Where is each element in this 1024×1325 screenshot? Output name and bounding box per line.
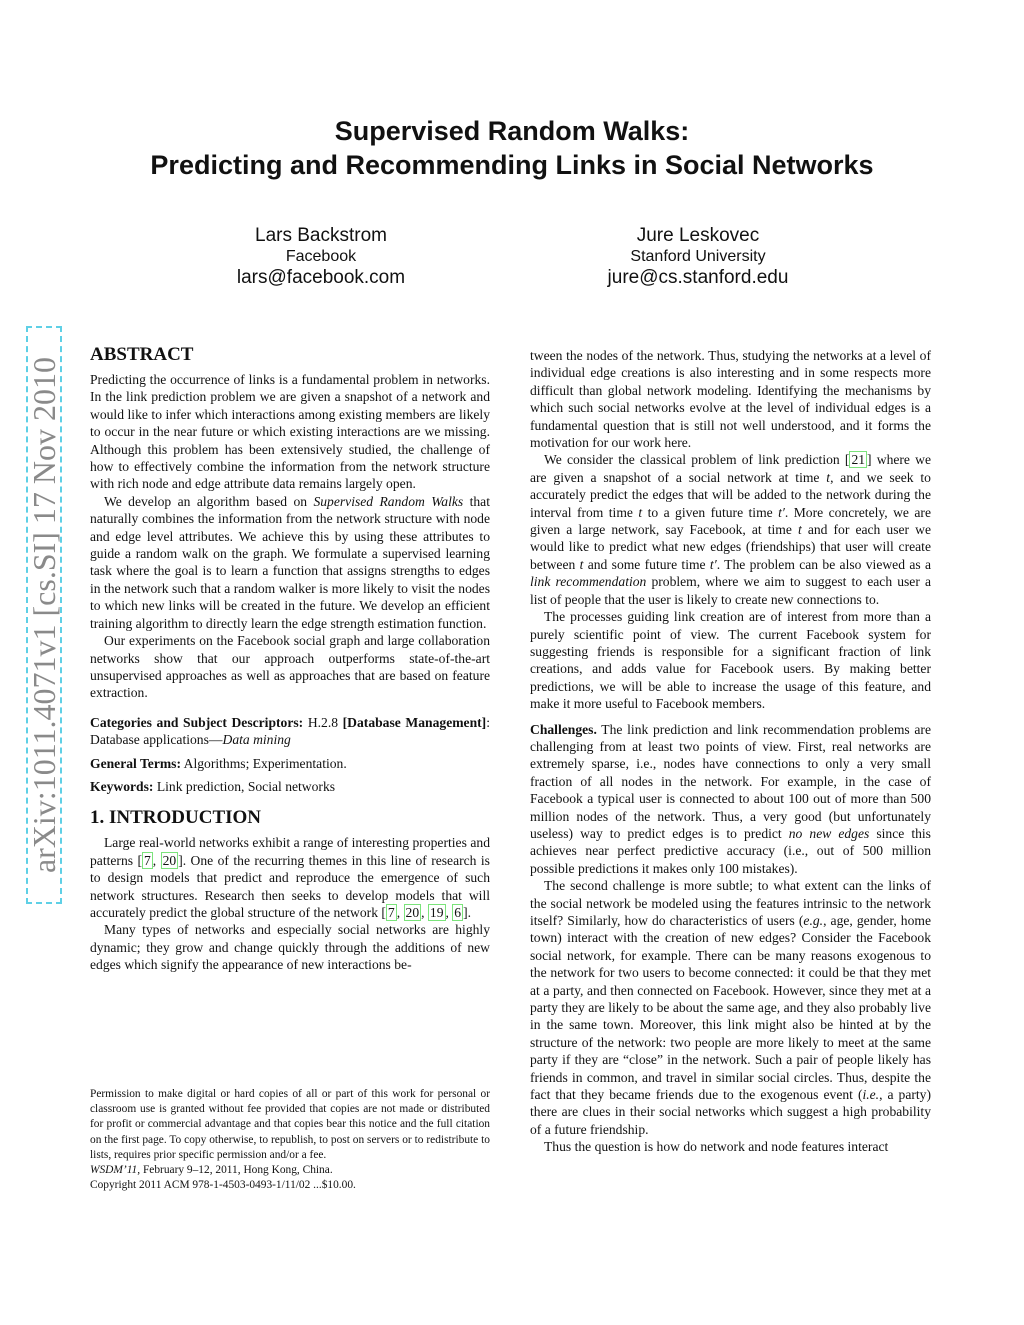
categories-label: Categories and Subject Descriptors: — [90, 714, 304, 730]
keywords-label: Keywords: — [90, 778, 154, 794]
venue-details: February 9–12, 2011, Hong Kong, China. — [140, 1164, 333, 1177]
general-terms — [90, 755, 490, 772]
term-emphasis: no new edges — [788, 825, 870, 841]
author-email: jure@cs.stanford.edu — [607, 267, 789, 288]
right-paragraph-1: tween the nodes of the network. Thus, studying the networks at a level of individual edge creations is also interesting and in some respects more difficult than global network modeling. Identifying the mechanisms by which such social networks evolve at the level of individual edges is a fundamental question that is still not well understood, and it forms the motivation for our work here. — [530, 348, 931, 451]
text-span: ]. One of the recurring themes in this line of research is to design models that predict and reproduce the emergence of such network structures. Research then seeks to develop models that will accurately predict the global structure of the network [ — [90, 852, 490, 920]
citation-link[interactable]: 20 — [162, 852, 177, 868]
citation-link[interactable]: 7 — [143, 852, 151, 868]
author-name: Lars Backstrom — [255, 225, 387, 246]
introduction-heading: 1. INTRODUCTION — [90, 807, 262, 829]
author-email: lars@facebook.com — [236, 267, 406, 288]
text-span: problem, where we aim to suggest to each user a list of people that the user is likely to create new connections to. — [530, 574, 931, 607]
permission-notice — [90, 1087, 490, 1193]
text-span: to a given future time — [642, 504, 779, 520]
method-name-emphasis: Supervised Random Walks — [313, 493, 464, 509]
text-span: . More concretely, we are given a large network, say Facebook, at time — [530, 504, 931, 538]
text-span: We develop an algorithm based on — [104, 493, 314, 509]
right-paragraph-5 — [530, 877, 931, 1138]
paper-title-line-2: Predicting and Recommending Links in Social Networks — [150, 150, 874, 180]
text-span: that naturally combines the information from the network structure with node and edge level attributes. We achieve this by using these attributes to guide a random walk on the graph. We formulate a supervised learning task where the goal is to learn a function that assigns strengths to edges in the network such that a random walker is more likely to visit the nodes to which new links will be created in the future. We develop an efficient training algorithm to directly learn the edge strength estimation function. — [90, 493, 490, 631]
right-paragraph-2 — [530, 451, 931, 608]
keywords — [90, 778, 490, 795]
text-span: since this achieves near perfect predictive accuracy (i.e., out of 500 million possible predictions it makes only 100 mistakes). — [530, 825, 931, 876]
text-span: The second challenge is more subtle; to what extent can the links of the social network be modeled using the features intrinsic to the network itself? Similarly, how do characteristics of users ( — [530, 878, 931, 928]
right-paragraph-6: Thus the question is how do network and node features interact — [544, 1139, 889, 1155]
text-span: ]. — [463, 904, 472, 920]
author-affiliation: Stanford University — [630, 248, 766, 265]
challenges-label: Challenges. — [530, 721, 597, 737]
categories-descriptors — [90, 714, 490, 749]
right-column — [530, 347, 931, 1156]
text-span: , age, gender, home town) interact with the creation of new edges? Consider the Facebook social network, for example. There can be many reasons exogenous to the network for two users to become connected: it could be that they met at a party, and then connected on Facebook. However, since they met at a party they are likely to be about the same age, and they also probably live in the same town. Moreover, this link might also be hinted at by the structure of the network: two people are more likely to meet at the same party if they are “close” in the network. Such a pair of people likely has friends in common, and travel in similar social circles. Thus, despite the fact that they became friends due to the exogenous event ( — [530, 913, 931, 1103]
author-affiliation: Facebook — [285, 248, 357, 265]
categories-bold: [Database Management] — [342, 714, 487, 730]
text-span: We consider the classical problem of link prediction [ — [544, 452, 850, 468]
math-variable: t′ — [778, 504, 785, 520]
text-span: , and we seek to accurately predict the edges that will be added to the network during the interval from time — [530, 469, 931, 520]
math-variable: t — [638, 504, 643, 520]
citation-link[interactable]: 19 — [429, 904, 444, 920]
text-span: The link prediction and link recommendation problems are challenging from at least two points of view. First, real networks are extremely sparse, i.e., nodes have connections to only a very small fraction of all nodes in the network. For example, in the case of Facebook a typical user is connected to about 100 out of more than 500 million nodes of the network. Thus, a very good (but unfortunately useless) way to predict edges is to predict — [530, 721, 931, 841]
math-variable: t′ — [709, 556, 717, 572]
text-span: , — [421, 904, 428, 920]
text-span: , — [152, 852, 161, 868]
text-span: ] where we are given a snapshot of a social network at time — [530, 452, 932, 485]
math-variable: t — [797, 522, 802, 538]
general-terms-text: Algorithms; Experimentation. — [181, 755, 347, 771]
paper-title — [0, 114, 1024, 182]
author-block-2 — [518, 224, 878, 290]
venue-line — [90, 1163, 490, 1178]
term-emphasis: e.g. — [803, 913, 824, 928]
text-span: . The problem can be also viewed as a — [716, 556, 932, 572]
left-column — [90, 344, 490, 974]
abstract-paragraph-1: Predicting the occurrence of links is a fundamental problem in networks. In the link prediction problem we are given a snapshot of a network and would like to infer which interactions among existing members are likely to occur in the near future or which existing interactions are we missing. Although this problem has been extensively studied, the challenge of how to effectively combine the information from the network structure with rich node and edge attribute data remains largely open. — [90, 372, 490, 492]
challenges-paragraph — [530, 721, 931, 878]
citation-link[interactable]: 6 — [454, 904, 462, 920]
abstract-paragraph-3: Our experiments on the Facebook social graph and large collaboration networks show that our approach outperforms state-of-the-art unsupervised approaches as well as approaches that are based on feature extraction. — [90, 633, 490, 701]
citation-link[interactable]: 21 — [851, 452, 866, 468]
paper-metadata — [90, 714, 490, 796]
general-terms-label: General Terms: — [90, 755, 181, 771]
math-variable: t — [579, 556, 584, 572]
right-paragraph-3: The processes guiding link creation are of interest from more than a purely scientific point of view. The current Facebook system for suggesting friends is responsible for a significant fraction of link creations, and adds value for Facebook users. By making better predictions, we will be able to increase the usage of this feature, and make it more useful to Facebook members. — [530, 609, 931, 712]
math-variable: t — [826, 469, 831, 485]
categories-code: H.2.8 — [303, 714, 343, 730]
categories-text: : Database applications— — [90, 714, 490, 748]
keywords-text: Link prediction, Social networks — [153, 778, 336, 794]
author-block-1 — [141, 224, 501, 290]
text-span: and some future time — [583, 556, 710, 572]
citation-link[interactable]: 20 — [405, 904, 420, 920]
arxiv-stamp[interactable]: arXiv:1011.4071v1 [cs.SI] 17 Nov 2010 — [26, 356, 62, 874]
permission-text: Permission to make digital or hard copies of all or part of this work for personal or classroom use is granted without fee provided that copies are not made or distributed for profit or commercial advantage and that copies bear this notice and the full citation on the first page. To copy otherwise, to republish, to post on servers or to redistribute to lists, requires prior specific permission and/or a fee. — [90, 1088, 490, 1161]
abstract-heading: ABSTRACT — [90, 344, 194, 365]
text-span: and for each user we would like to predict what new edges (friendships) that user will create between — [530, 522, 931, 572]
intro-paragraph-1 — [90, 834, 490, 921]
venue-name: WSDM’11, — [90, 1164, 141, 1177]
intro-paragraph-2: Many types of networks and especially social networks are highly dynamic; they grow and change quickly through the additions of new edges which signify the appearance of new interactions be- — [90, 922, 490, 973]
text-span: , — [396, 904, 404, 920]
text-span: , — [445, 904, 453, 920]
text-span: , a party) there are clues in their social networks which suggest a high probability of a future friendship. — [530, 1087, 931, 1137]
text-span: Large real-world networks exhibit a range of interesting properties and patterns [ — [90, 835, 490, 868]
term-emphasis: i.e. — [862, 1087, 880, 1103]
term-emphasis: link recommendation — [530, 574, 647, 590]
author-name: Jure Leskovec — [636, 225, 760, 246]
abstract-paragraph-2 — [90, 493, 490, 632]
copyright-line: Copyright 2011 ACM 978-1-4503-0493-1/11/02 ...$10.00. — [90, 1179, 356, 1192]
citation-link[interactable]: 7 — [387, 904, 395, 920]
paper-title-line-1: Supervised Random Walks: — [334, 116, 690, 146]
categories-emphasis: Data mining — [222, 732, 291, 748]
